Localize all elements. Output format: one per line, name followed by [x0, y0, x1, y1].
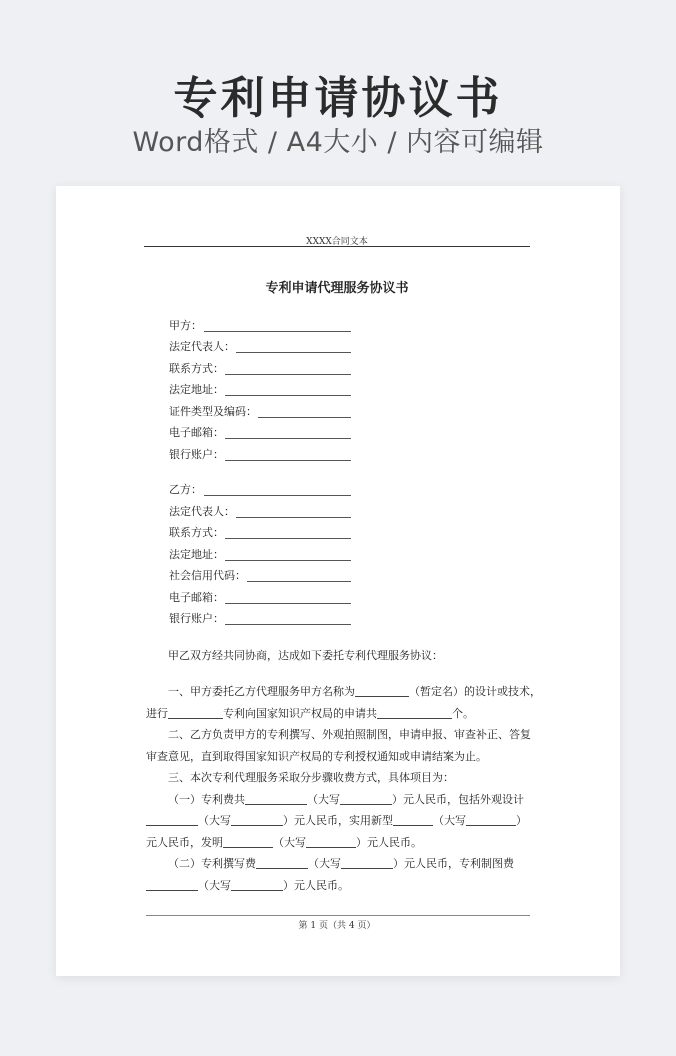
- blank-line[interactable]: [393, 813, 433, 826]
- header-divider: [144, 246, 530, 247]
- clause-text: ）元人民币，实用新型: [283, 814, 393, 827]
- clause-3-1-line-1: [146, 789, 552, 811]
- field-label: 电子邮箱：: [169, 591, 224, 604]
- party-a-address-field[interactable]: [169, 381, 351, 397]
- clause-3-2-line-2: [146, 875, 530, 897]
- party-a-legal-rep-field[interactable]: [169, 338, 351, 354]
- blank-line[interactable]: [466, 813, 516, 826]
- party-a-id-field[interactable]: [169, 403, 351, 419]
- party-b-bank-field[interactable]: [169, 610, 351, 626]
- field-label: 法定地址：: [169, 383, 224, 396]
- blank-line[interactable]: [355, 684, 409, 697]
- party-b-address-field[interactable]: [169, 546, 351, 562]
- field-blank: [236, 352, 351, 353]
- clause-text: ）: [516, 814, 527, 827]
- clause-2-line-2: 审查意见，直到取得国家知识产权局的专利授权通知或申请结案为止。: [146, 750, 487, 763]
- clause-text: （暂定名）的设计或技术，: [409, 685, 541, 698]
- clause-text: 个。: [452, 707, 474, 720]
- blank-line[interactable]: [231, 813, 283, 826]
- blank-line[interactable]: [146, 813, 198, 826]
- field-label: 联系方式：: [169, 362, 224, 375]
- blank-line[interactable]: [341, 856, 393, 869]
- field-blank: [225, 538, 351, 539]
- clause-text: （大写: [307, 793, 340, 806]
- field-label: 法定代表人：: [169, 505, 235, 518]
- blank-line[interactable]: [168, 706, 223, 719]
- field-blank: [225, 374, 351, 375]
- intro-paragraph: 甲乙双方经共同协商，达成如下委托专利代理服务协议：: [168, 649, 443, 662]
- clause-text: ）元人民币。: [283, 879, 349, 892]
- field-blank: [225, 624, 351, 625]
- clause-2-line-1: 二、乙方负责甲方的专利撰写、外观拍照制图，申请申报、审查补正、答复: [168, 728, 531, 741]
- document-title: 专利申请代理服务协议书: [265, 281, 409, 296]
- party-a-name-field[interactable]: [169, 317, 351, 333]
- clause-text: （二）专利撰写费: [168, 857, 256, 870]
- banner-subtitle: Word格式 / A4大小 / 内容可编辑: [132, 127, 544, 158]
- field-label: 乙方：: [169, 483, 202, 496]
- banner-title: 专利申请协议书: [173, 73, 503, 124]
- clause-text: （大写: [308, 857, 341, 870]
- clause-3-1-line-3: [146, 832, 530, 854]
- clause-1-line-2: [146, 703, 530, 725]
- field-blank: [258, 417, 351, 418]
- blank-line[interactable]: [231, 878, 283, 891]
- field-label: 证件类型及编码：: [169, 405, 257, 418]
- party-a-bank-field[interactable]: [169, 446, 351, 462]
- field-label: 法定代表人：: [169, 340, 235, 353]
- party-b-legal-rep-field[interactable]: [169, 503, 351, 519]
- field-blank: [204, 331, 351, 332]
- clause-3-1-line-2: [146, 810, 530, 832]
- field-label: 电子邮箱：: [169, 426, 224, 439]
- blank-line[interactable]: [340, 792, 392, 805]
- field-label: 社会信用代码：: [169, 569, 246, 582]
- clause-text: （一）专利费共: [168, 793, 245, 806]
- clause-text: （大写: [198, 879, 231, 892]
- clause-text: 专利向国家知识产权局的申请共: [223, 707, 377, 720]
- field-label: 联系方式：: [169, 526, 224, 539]
- field-label: 银行账户：: [169, 448, 224, 461]
- clause-text: 元人民币，发明: [146, 836, 223, 849]
- field-blank: [204, 495, 351, 496]
- clause-3-2-line-1: [146, 853, 552, 875]
- field-blank: [225, 395, 351, 396]
- clause-text: ）元人民币，包括外观设计: [392, 793, 524, 806]
- clause-3-heading: 三、本次专利代理服务采取分步骤收费方式，具体项目为：: [168, 771, 454, 784]
- blank-line[interactable]: [146, 878, 198, 891]
- clause-text: 进行: [146, 707, 168, 720]
- party-b-email-field[interactable]: [169, 589, 351, 605]
- clause-text: （大写: [433, 814, 466, 827]
- blank-line[interactable]: [223, 835, 273, 848]
- blank-line[interactable]: [245, 792, 307, 805]
- field-label: 甲方：: [169, 319, 202, 332]
- clause-text: ）元人民币。: [356, 836, 422, 849]
- party-b-contact-field[interactable]: [169, 524, 351, 540]
- blank-line[interactable]: [256, 856, 308, 869]
- page-header: XXXX合同文本: [306, 237, 368, 247]
- blank-line[interactable]: [306, 835, 356, 848]
- clause-text: 一、甲方委托乙方代理服务甲方名称为: [168, 685, 355, 698]
- party-a-contact-field[interactable]: [169, 360, 351, 376]
- document-page: [56, 186, 620, 976]
- field-blank: [225, 603, 351, 604]
- blank-line[interactable]: [377, 706, 452, 719]
- field-blank: [225, 460, 351, 461]
- clause-1-line-1: [146, 681, 552, 703]
- party-a-email-field[interactable]: [169, 424, 351, 440]
- field-blank: [247, 581, 351, 582]
- clause-text: （大写: [198, 814, 231, 827]
- field-blank: [236, 517, 351, 518]
- field-label: 银行账户：: [169, 612, 224, 625]
- footer-divider: [146, 915, 530, 916]
- page-footer: 第 1 页（共 4 页）: [298, 921, 376, 931]
- field-blank: [225, 438, 351, 439]
- party-b-name-field[interactable]: [169, 481, 351, 497]
- field-label: 法定地址：: [169, 548, 224, 561]
- clause-text: ）元人民币，专利制图费: [393, 857, 514, 870]
- field-blank: [225, 560, 351, 561]
- party-b-credit-code-field[interactable]: [169, 567, 351, 583]
- clause-text: （大写: [273, 836, 306, 849]
